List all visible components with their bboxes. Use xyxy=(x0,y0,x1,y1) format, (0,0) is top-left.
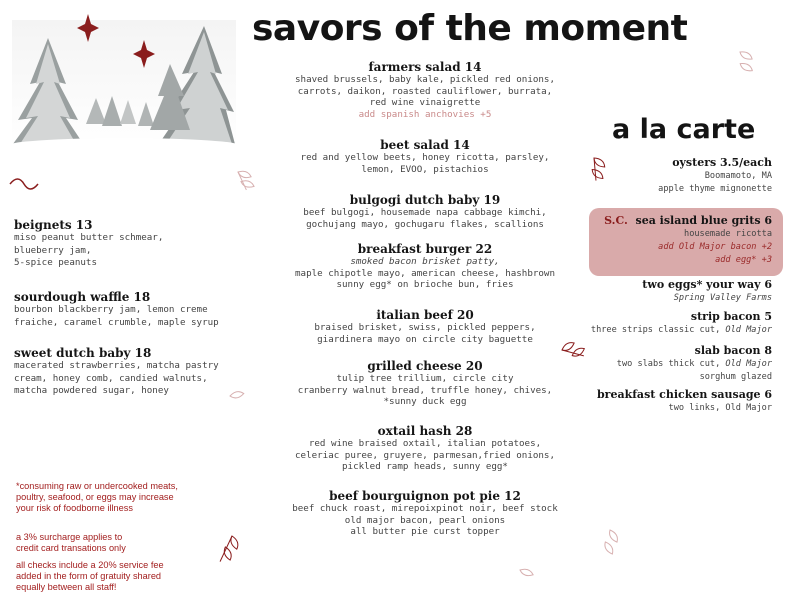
item-description: red and yellow beets, honey ricotta, parsley, xyxy=(300,152,550,163)
item-description: fraiche, caramel crumble, maple syrup xyxy=(14,316,219,328)
menu-item-oxtail-hash xyxy=(270,424,580,473)
raw-food-warning xyxy=(16,481,178,514)
item-description-italic: Old Major xyxy=(725,325,772,335)
item-addon: add Old Major bacon +2 xyxy=(658,242,772,252)
menu-title: savors of the moment xyxy=(252,8,688,49)
item-description: *sunny duck egg xyxy=(383,396,467,407)
note-line: credit card transations only xyxy=(16,543,126,553)
item-description: beef bulgogi, housemade napa cabbage kimchi, xyxy=(303,207,547,218)
item-title: oxtail hash 28 xyxy=(377,424,473,438)
a-la-carte-heading: a la carte xyxy=(612,114,756,145)
item-description: three strips classic cut, xyxy=(590,325,726,335)
item-title: beet salad 14 xyxy=(380,138,470,152)
item-title: two eggs* your way 6 xyxy=(642,278,772,291)
menu-item-two-eggs xyxy=(642,278,772,305)
menu-item-beef-bourguignon xyxy=(270,489,580,538)
item-description: giardinera mayo on circle city baguette xyxy=(317,333,533,345)
item-description: celeriac puree, gruyere, parmesan,fried onions, xyxy=(295,449,555,461)
menu-item-bulgogi-dutch-baby xyxy=(270,193,580,230)
item-description: red wine vinaigrette xyxy=(369,97,481,108)
item-title: slab bacon 8 xyxy=(694,344,772,357)
item-description-italic: Old Major xyxy=(725,359,772,369)
item-title: beef bourguignon pot pie 12 xyxy=(329,489,521,503)
item-description: 5-spice peanuts xyxy=(14,257,97,268)
note-line: equally between all staff! xyxy=(16,582,117,592)
menu-item-slab-bacon xyxy=(617,344,772,384)
item-description: two links, Old Major xyxy=(668,403,772,413)
note-line: a 3% surcharge applies to xyxy=(16,532,123,542)
note-line: all checks include a 20% service fee xyxy=(16,560,164,570)
menu-item-sweet-dutch-baby xyxy=(14,346,254,398)
menu-item-breakfast-burger xyxy=(270,242,580,291)
item-description: Boomamoto, MA xyxy=(704,171,772,181)
service-fee-note xyxy=(16,560,164,593)
item-description: maple chipotle mayo, american cheese, hashbrown xyxy=(295,267,555,279)
note-line: *consuming raw or undercooked meats, xyxy=(16,481,178,491)
item-description: matcha powdered sugar, honey xyxy=(14,385,169,396)
item-description: old major bacon, pearl onions xyxy=(344,514,506,526)
item-description: miso peanut butter schmear, xyxy=(14,232,164,243)
item-description: all butter pie curst topper xyxy=(350,526,500,537)
surcharge-note xyxy=(16,532,126,554)
item-description: sunny egg* on brioche bun, fries xyxy=(336,279,514,290)
item-description: two slabs thick cut, xyxy=(616,359,726,369)
item-description: housemade ricotta xyxy=(684,229,772,239)
note-line: your risk of foodborne illness xyxy=(16,503,133,513)
item-description: pickled ramp heads, sunny egg* xyxy=(342,461,508,472)
item-description: shaved brussels, baby kale, pickled red onions, xyxy=(295,74,555,85)
item-title: grilled cheese 20 xyxy=(367,359,483,373)
item-description: lemon, EVOO, pistachios xyxy=(361,163,489,175)
menu-item-farmers-salad xyxy=(270,60,580,120)
item-description-italic: smoked bacon brisket patty, xyxy=(350,256,500,267)
menu-item-chicken-sausage xyxy=(597,388,772,415)
item-title: sea island blue grits 6 xyxy=(635,214,772,227)
item-title: italian beef 20 xyxy=(376,308,474,322)
item-description: bourbon blackberry jam, lemon creme xyxy=(14,304,208,315)
item-addon: add egg* +3 xyxy=(715,255,772,265)
menu-item-grilled-cheese xyxy=(270,359,580,408)
item-description: tulip tree trillium, circle city xyxy=(336,373,514,384)
item-description: sorghum glazed xyxy=(699,372,772,382)
menu-item-beignets xyxy=(14,218,254,270)
item-description: gochujang mayo, gochugaru flakes, scallions xyxy=(306,218,544,230)
item-title: oysters 3.5/each xyxy=(672,156,772,169)
item-title: farmers salad 14 xyxy=(368,60,482,74)
note-line: added in the form of gratuity shared xyxy=(16,571,162,581)
item-title: breakfast burger 22 xyxy=(357,242,493,256)
item-description: cranberry walnut bread, truffle honey, chives, xyxy=(297,384,553,396)
item-title: sourdough waffle 18 xyxy=(14,290,151,304)
item-description: apple thyme mignonette xyxy=(658,184,772,194)
menu-item-sourdough-waffle xyxy=(14,290,254,329)
item-title: beignets 13 xyxy=(14,218,93,232)
item-title: sweet dutch baby 18 xyxy=(14,346,152,360)
item-description: cream, honey comb, candied walnuts, xyxy=(14,372,208,384)
item-description: macerated strawberries, matcha pastry xyxy=(14,360,219,371)
item-addon: add spanish anchovies +5 xyxy=(358,108,492,120)
item-description: red wine braised oxtail, italian potatoes, xyxy=(308,438,542,449)
menu-item-strip-bacon xyxy=(591,310,772,337)
item-title: breakfast chicken sausage 6 xyxy=(596,388,772,401)
menu-item-italian-beef xyxy=(270,308,580,345)
item-description: braised brisket, swiss, pickled peppers, xyxy=(314,322,536,333)
menu-item-sea-island-grits xyxy=(604,214,772,267)
item-title-prefix: S.C. xyxy=(604,214,628,227)
item-description: Spring Valley Farms xyxy=(673,293,772,303)
note-line: poultry, seafood, or eggs may increase xyxy=(16,492,174,502)
item-description: beef chuck roast, mirepoixpinot noir, beef stock xyxy=(292,503,558,514)
item-description: blueberry jam, xyxy=(14,244,92,256)
menu-item-beet-salad xyxy=(270,138,580,175)
item-title: bulgogi dutch baby 19 xyxy=(349,193,501,207)
item-description: carrots, daikon, roasted cauliflower, burrata, xyxy=(297,85,553,97)
item-title: strip bacon 5 xyxy=(690,310,772,323)
menu-item-oysters xyxy=(658,156,772,196)
